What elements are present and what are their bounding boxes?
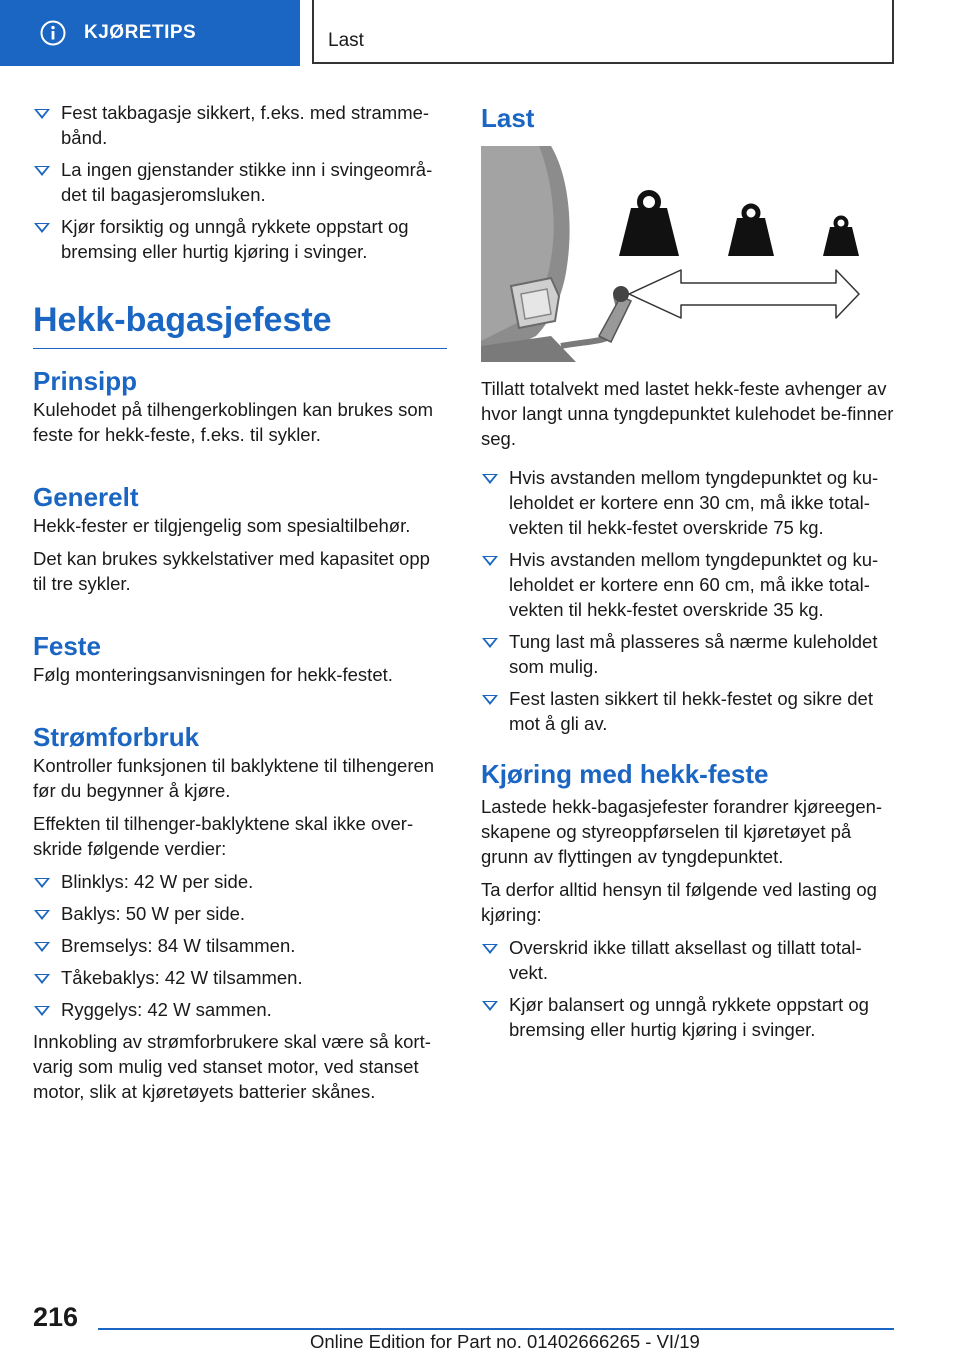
power-limit-list [33,869,447,1022]
right-column [481,100,895,1049]
tow-hitch-load-illustration [481,146,895,362]
driving-list [481,935,895,1042]
list-item: Kjør forsiktig og unngå rykkete oppstart og bremsing eller hurtig kjøring i svinger. [33,214,447,264]
triangle-bullet-icon [34,223,50,233]
triangle-bullet-icon [34,942,50,952]
list-item: Tung last må plasseres så nærme kuleholdet som mulig. [481,629,895,679]
list-item: Baklys: 50 W per side. [33,901,447,926]
list-item: Tåkebaklys: 42 W tilsammen. [33,965,447,990]
heading-prinsipp: Prinsipp [33,366,138,396]
triangle-bullet-icon [482,638,498,648]
load-limit-list [481,465,895,736]
heading-feste: Feste [33,631,101,661]
chapter-label: KJØRETIPS [84,22,197,43]
roof-load-list [33,100,447,264]
list-item: La ingen gjenstander stikke inn i svingeområ-det til bagasjeromsluken. [33,157,447,207]
paragraph: Innkobling av strømforbrukere skal være så kort-varig som mulig ved stanset motor, ved stanset motor, slik at kjøretøyets batterier skånes. [33,1031,431,1102]
list-item: Fest takbagasje sikkert, f.eks. med stramme-bånd. [33,100,447,150]
list-item: Blinklys: 42 W per side. [33,869,447,894]
section-title: Last [328,30,364,51]
list-item: Kjør balansert og unngå rykkete oppstart og bremsing eller hurtig kjøring i svinger. [481,992,895,1042]
triangle-bullet-icon [482,556,498,566]
paragraph: Følg monteringsanvisningen for hekk-festet. [33,664,393,685]
list-item: Hvis avstanden mellom tyngdepunktet og ku-leholdet er kortere enn 30 cm, må ikke total-vekten til hekk-festet overskride 75 kg. [481,465,895,540]
paragraph: Ta derfor alltid hensyn til følgende ved lasting og kjøring: [481,879,877,925]
list-item: Fest lasten sikkert til hekk-festet og sikre det mot å gli av. [481,686,895,736]
triangle-bullet-icon [34,910,50,920]
image-caption: Tillatt totalvekt med lastet hekk-feste avhenger av hvor langt unna tyngdepunktet kulehodet be-finner seg. [481,378,894,449]
triangle-bullet-icon [34,878,50,888]
triangle-bullet-icon [34,1006,50,1016]
triangle-bullet-icon [482,474,498,484]
left-column [33,100,447,1112]
list-item: Hvis avstanden mellom tyngdepunktet og ku-leholdet er kortere enn 60 cm, må ikke total-vekten til hekk-festet overskride 35 kg. [481,547,895,622]
chapter-tab [0,0,300,66]
list-item: Bremselys: 84 W tilsammen. [33,933,447,958]
paragraph: Det kan brukes sykkelstativer med kapasitet opp til tre sykler. [33,548,430,594]
heading-stromforbruk: Strømforbruk [33,722,200,752]
heading-kjoring: Kjøring med hekk-feste [481,759,769,789]
page-number: 216 [33,1302,79,1332]
list-item: Ryggelys: 42 W sammen. [33,997,447,1022]
paragraph: Lastede hekk-bagasjefester forandrer kjøreegen-skapene og styreoppførselen til kjøretøyet på grunn av flyttingen av tyngdepunktet. [481,796,883,867]
triangle-bullet-icon [482,695,498,705]
list-item: Overskrid ikke tillatt aksellast og tillatt total-vekt. [481,935,895,985]
triangle-bullet-icon [34,974,50,984]
section-header [312,0,894,64]
footer-divider [98,1328,894,1330]
triangle-bullet-icon [482,944,498,954]
triangle-bullet-icon [34,109,50,119]
edition-note: Online Edition for Part no. 01402666265 - VI/19 [310,1331,700,1352]
triangle-bullet-icon [34,166,50,176]
paragraph: Effekten til tilhenger-baklyktene skal ikke over-skride følgende verdier: [33,813,414,859]
paragraph: Kontroller funksjonen til baklyktene til tilhengeren før du begynner å kjøre. [33,755,435,801]
paragraph: Kulehodet på tilhengerkoblingen kan brukes som feste for hekk-feste, f.eks. til sykler. [33,399,434,445]
paragraph: Hekk-fester er tilgjengelig som spesialtilbehør. [33,515,411,536]
section-heading: Hekk-bagasjefeste [33,300,447,349]
triangle-bullet-icon [482,1001,498,1011]
heading-generelt: Generelt [33,482,139,512]
info-icon [40,20,66,46]
heading-last: Last [481,103,535,133]
